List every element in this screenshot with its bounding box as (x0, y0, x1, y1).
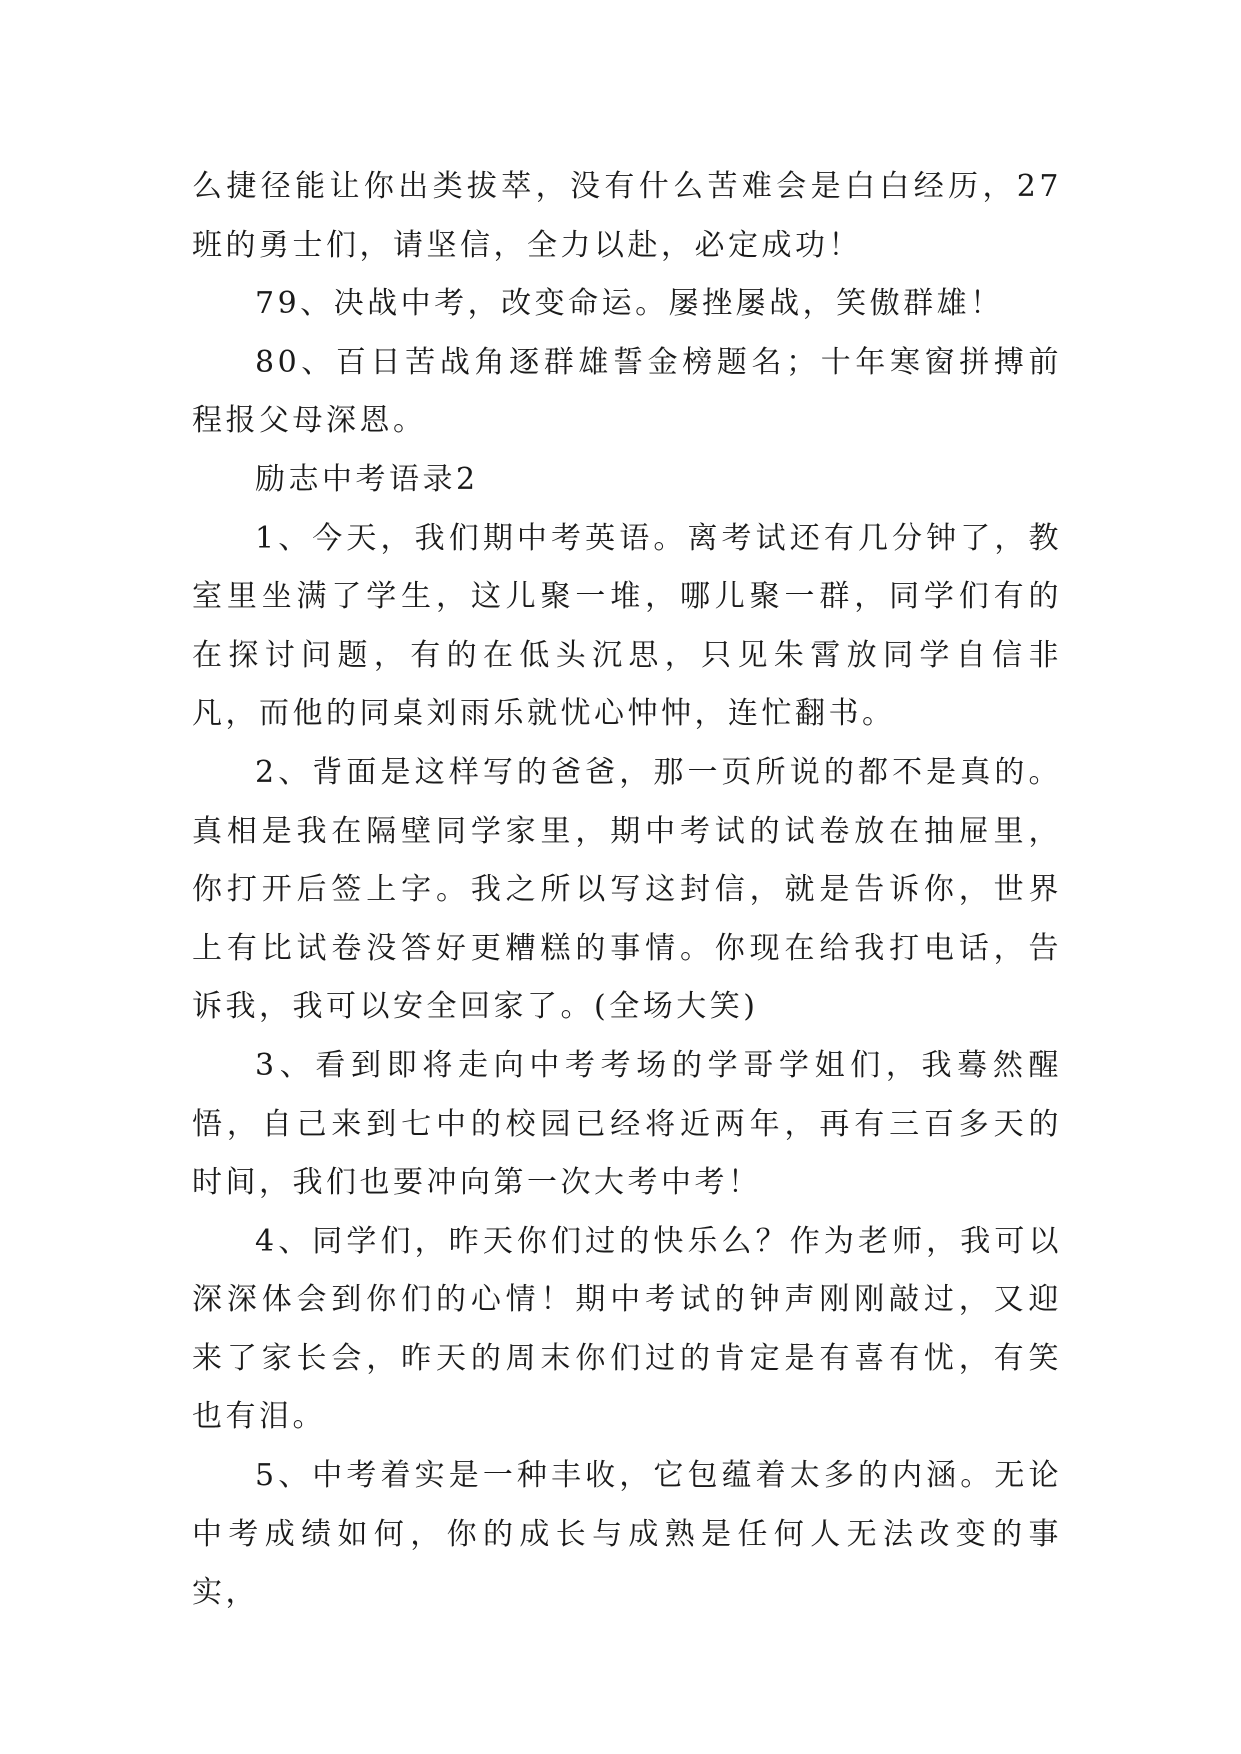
paragraph-item-3: 3、看到即将走向中考考场的学哥学姐们，我蓦然醒悟，自己来到七中的校园已经将近两年，再有三百多天的时间，我们也要冲向第一次大考中考！ (192, 1047, 1062, 1201)
document-page (192, 158, 1062, 1623)
paragraph-continuation: 么捷径能让你出类拔萃，没有什么苦难会是白白经历，27班的勇士们，请坚信，全力以赴，必定成功！ (192, 169, 1062, 263)
paragraph-item-5: 5、中考着实是一种丰收，它包蕴着太多的内涵。无论中考成绩如何，你的成长与成熟是任何人无法改变的事实， (192, 1458, 1062, 1611)
section-heading: 励志中考语录2 (255, 461, 479, 497)
paragraph-item-1: 1、今天，我们期中考英语。离考试还有几分钟了，教室里坐满了学生，这儿聚一堆，哪儿聚一群，同学们有的在探讨问题，有的在低头沉思，只见朱霄放同学自信非凡，而他的同桌刘雨乐就忧心忡忡，连忙翻书。 (192, 520, 1062, 732)
paragraph-item-4: 4、同学们，昨天你们过的快乐么？作为老师，我可以深深体会到你们的心情！期中考试的钟声刚刚敲过，又迎来了家长会，昨天的周末你们过的肯定是有喜有忧，有笑也有泪。 (192, 1223, 1062, 1435)
paragraph-item-2: 2、背面是这样写的爸爸，那一页所说的都不是真的。真相是我在隔壁同学家里，期中考试的试卷放在抽屉里，你打开后签上字。我之所以写这封信，就是告诉你，世界上有比试卷没答好更糟糕的事情。你现在给我打电话，告诉我，我可以安全回家了。(全场大笑) (192, 754, 1062, 1025)
paragraph-item-79: 79、决战中考，改变命运。屡挫屡战，笑傲群雄！ (255, 286, 1004, 322)
paragraph-item-80: 80、百日苦战角逐群雄誓金榜题名；十年寒窗拼搏前程报父母深恩。 (192, 344, 1062, 439)
